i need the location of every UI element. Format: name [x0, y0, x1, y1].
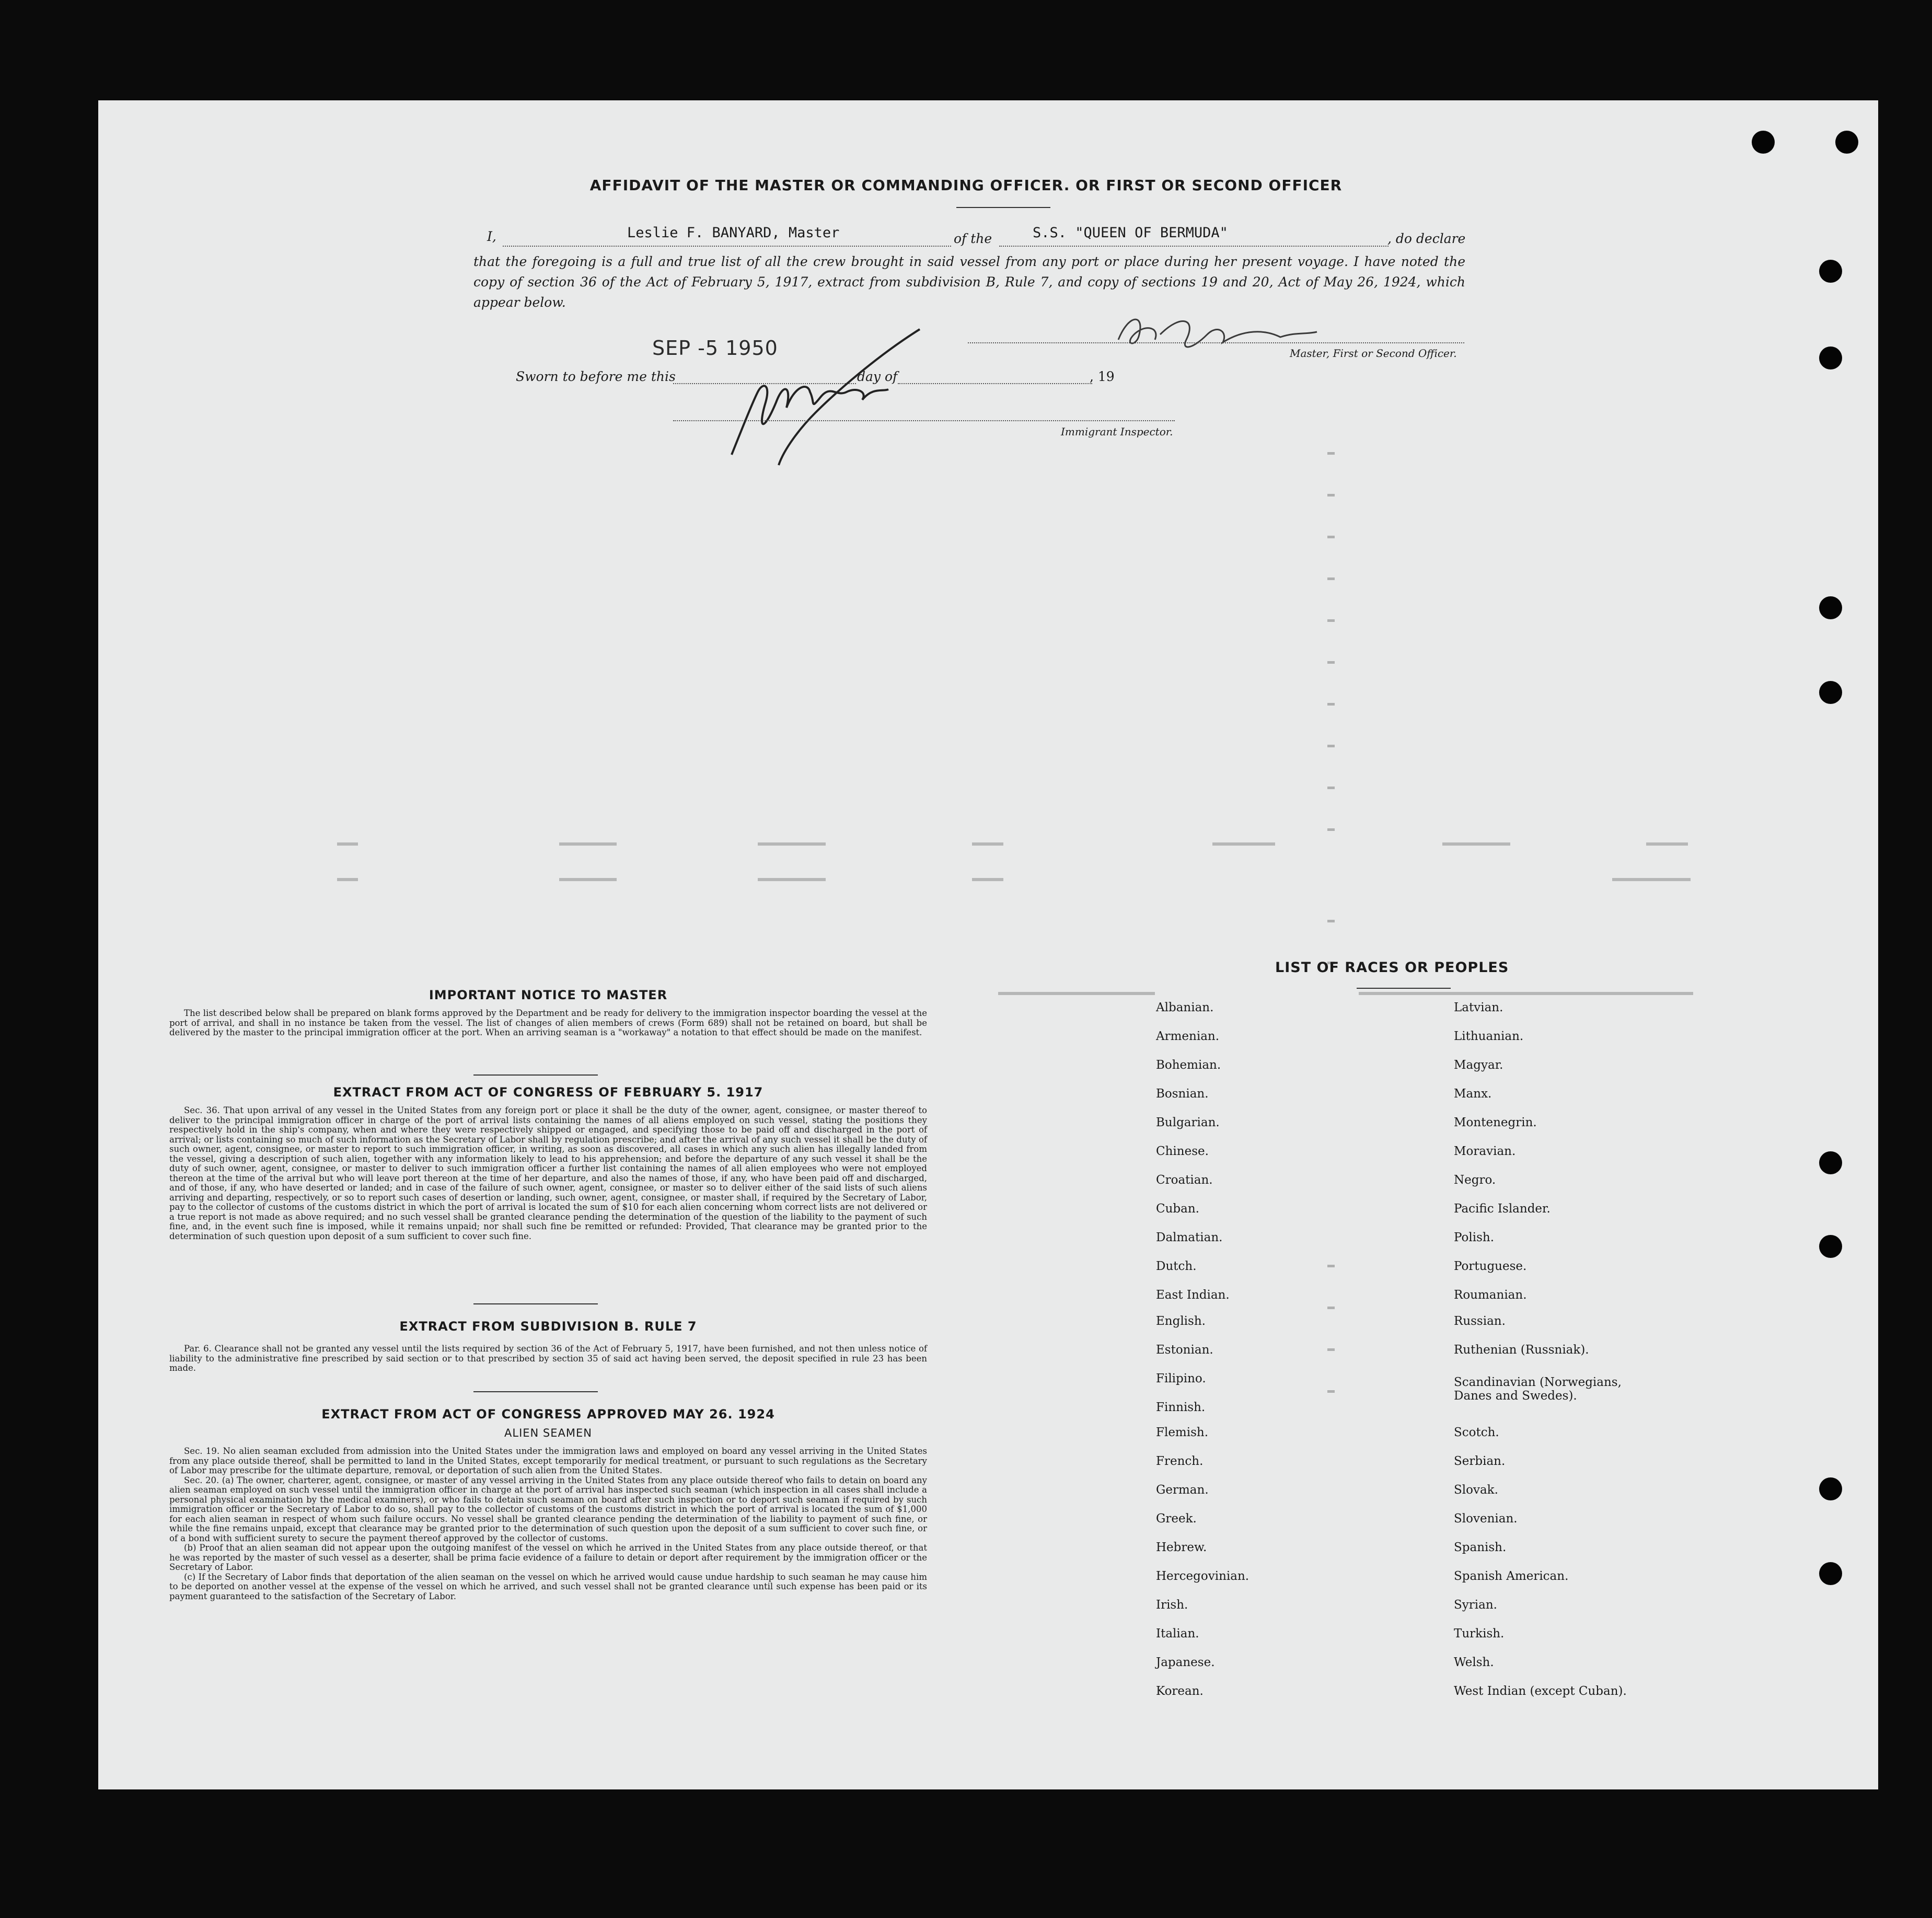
race-item: Flemish.: [1156, 1426, 1209, 1439]
day-of-label: day of: [857, 369, 898, 384]
race-item: Lithuanian.: [1454, 1030, 1524, 1043]
do-declare-label: , do declare: [1387, 231, 1466, 246]
punch-hole-icon: [1819, 260, 1842, 283]
extract-rule7-text: Par. 6. Clearance shall not be granted any vessel until the lists required by section 36 of the Act of February 5, 1917, have been furnished, and not then unless notice of liability to the administrative fine prescribed by said section or to that prescribed by section 35 of said act having been served, the deposit specified in rule 23 has been made.: [169, 1344, 927, 1373]
race-item: Negro.: [1454, 1173, 1496, 1187]
race-item: Cuban.: [1156, 1202, 1199, 1216]
of-the-label: of the: [954, 231, 992, 246]
race-item: Hercegovinian.: [1156, 1569, 1250, 1583]
pronoun-label: I,: [487, 229, 496, 244]
race-item: Italian.: [1156, 1627, 1199, 1640]
alien-seamen-subheading: ALIEN SEAMEN: [504, 1427, 592, 1439]
race-item: Ruthenian (Russniak).: [1454, 1343, 1589, 1357]
sworn-label: Sworn to before me this: [516, 369, 676, 384]
year-prefix: , 19: [1090, 369, 1115, 384]
race-item: Russian.: [1454, 1314, 1506, 1328]
race-item: Armenian.: [1156, 1030, 1220, 1043]
race-item: English.: [1156, 1314, 1206, 1328]
race-item: Scotch.: [1454, 1426, 1499, 1439]
declaration-line-3: copy of section 36 of the Act of February 5, 1917, extract from subdivision B, Rule 7, and copy of sections 19 and 20, Act of May 26, 1924, which: [473, 274, 1465, 290]
race-item: Spanish American.: [1454, 1569, 1569, 1583]
heading-divider: [956, 207, 1050, 208]
race-item: Moravian.: [1454, 1145, 1516, 1158]
race-item: Manx.: [1454, 1087, 1492, 1101]
declaration-line-4: appear below.: [473, 295, 566, 310]
vessel-name-field: S.S. "QUEEN OF BERMUDA": [1033, 225, 1228, 241]
race-item: Greek.: [1156, 1512, 1197, 1526]
race-item: Serbian.: [1454, 1454, 1506, 1468]
race-item: Slovenian.: [1454, 1512, 1518, 1526]
race-item: Japanese.: [1156, 1656, 1215, 1669]
race-item: Turkish.: [1454, 1627, 1505, 1640]
race-item: Bosnian.: [1156, 1087, 1209, 1101]
race-item: West Indian (except Cuban).: [1454, 1684, 1627, 1698]
section-divider: [473, 1303, 598, 1304]
extract-1924-heading: EXTRACT FROM ACT OF CONGRESS APPROVED MAY 26. 1924: [321, 1407, 775, 1422]
race-item: Croatian.: [1156, 1173, 1213, 1187]
master-caption: Master, First or Second Officer.: [1290, 347, 1457, 360]
race-item: Spanish.: [1454, 1541, 1507, 1554]
inspector-signature: [679, 324, 941, 476]
race-item: East Indian.: [1156, 1288, 1230, 1302]
race-item: Magyar.: [1454, 1058, 1503, 1072]
extract-1917-heading: EXTRACT FROM ACT OF CONGRESS OF FEBRUARY 5. 1917: [333, 1085, 763, 1100]
race-item: Dalmatian.: [1156, 1231, 1223, 1244]
notice-heading: IMPORTANT NOTICE TO MASTER: [429, 988, 668, 1002]
extract-rule7-heading: EXTRACT FROM SUBDIVISION B. RULE 7: [399, 1319, 697, 1334]
races-heading: LIST OF RACES OR PEOPLES: [1275, 960, 1509, 976]
punch-hole-icon: [1835, 131, 1858, 154]
race-item: Pacific Islander.: [1454, 1202, 1551, 1216]
race-item: Slovak.: [1454, 1483, 1498, 1497]
race-item: Bohemian.: [1156, 1058, 1221, 1072]
extract-1924-text: Sec. 19. No alien seaman excluded from admission into the United States under the immigration laws and employed on board any vessel arriving in the United States from any place outside thereof, shall be permitted to land in the United States, except temporarily for medical treatment, or pursuant to such regulations as the Secretary of Labor may prescribe for the ultimate departure, removal, or deportation of such alien from the United States. Sec. 20. (a) The owner, charterer, agent, consignee, or master of any vessel arriving in the United States from any place outside thereof who fails to detain on board any alien seaman employed on such vessel until the immigration officer in charge at the port of arrival has inspected such seaman (which inspection in all cases shall include a personal physical examination by the medical examiners), or who fails to detain such seaman on board after such inspection or to deport such seaman if required by such immigration officer or the Secretary of Labor to do so, shall pay to the collector of customs of the customs district in which the port of arrival is located the sum of $1,000 for each alien seaman in respect of whom such failure occurs. No vessel shall be granted clearance pending the determination of the liability to payment of such fine, or while the fine remains unpaid, except that clearance may be granted prior to the determination of such question upon the deposit of a sum sufficient to cover such fine, or of a bond with sufficient surety to secure the payment thereof approved by the collector of customs. (b) Proof that an alien seaman did not appear upon the outgoing manifest of the vessel on which he arrived in the United States from any place outside thereof, or that he was reported by the master of such vessel as a deserter, shall be prima facie evidence of a failure to detain or deport after requirement by the immigration officer or the Secretary of Labor. (c) If the Secretary of Labor finds that deportation of the alien seaman on the vessel on which he arrived would cause undue hardship to such seaman he may cause him to be deported on another vessel at the expense of the vessel on which he arrived, and such vessel shall not be granted clearance until such expense has been paid or its payment guaranteed to the satisfaction of the Secretary of Labor.: [169, 1446, 927, 1601]
race-item: Hebrew.: [1156, 1541, 1207, 1554]
race-item: Dutch.: [1156, 1260, 1197, 1273]
race-item: Korean.: [1156, 1684, 1204, 1698]
race-item: Polish.: [1454, 1231, 1495, 1244]
master-name-line: [503, 246, 951, 247]
section-divider: [473, 1074, 598, 1076]
race-item: Roumanian.: [1454, 1288, 1527, 1302]
race-item: Welsh.: [1454, 1656, 1494, 1669]
race-item: Bulgarian.: [1156, 1116, 1220, 1129]
race-item: Filipino.: [1156, 1372, 1206, 1385]
inspector-caption: Immigrant Inspector.: [1061, 425, 1173, 438]
punch-hole-icon: [1819, 1151, 1842, 1174]
punch-hole-icon: [1819, 346, 1842, 369]
punch-hole-icon: [1752, 131, 1775, 154]
race-item: Scandinavian (Norwegians, Danes and Swedes).: [1454, 1376, 1622, 1403]
race-item: Portuguese.: [1454, 1260, 1527, 1273]
race-item: Irish.: [1156, 1598, 1188, 1612]
punch-hole-icon: [1819, 1562, 1842, 1585]
race-item: French.: [1156, 1454, 1204, 1468]
affidavit-heading: AFFIDAVIT OF THE MASTER OR COMMANDING OFFICER. OR FIRST OR SECOND OFFICER: [589, 177, 1343, 194]
race-item: Chinese.: [1156, 1145, 1209, 1158]
declaration-line-2: that the foregoing is a full and true list of all the crew brought in said vessel from any port or place during her present voyage. I have noted the: [473, 254, 1465, 269]
race-item: Finnish.: [1156, 1401, 1206, 1414]
races-divider: [1357, 988, 1451, 989]
date-stamp: SEP -5 1950: [652, 337, 778, 360]
punch-hole-icon: [1819, 1477, 1842, 1500]
race-item: Latvian.: [1454, 1001, 1503, 1014]
race-item: Estonian.: [1156, 1343, 1213, 1357]
punch-hole-icon: [1819, 1235, 1842, 1258]
race-item: Albanian.: [1156, 1001, 1214, 1014]
master-name-field: Leslie F. BANYARD, Master: [627, 225, 840, 241]
inspector-signature-line: [673, 420, 1175, 421]
extract-1917-text: Sec. 36. That upon arrival of any vessel in the United States from any foreign port or place it shall be the duty of the owner, agent, consignee, or master thereof to deliver to the principal immigration officer in charge of the port of arrival lists containing the names of all aliens employed on such vessel, stating the positions they respectively hold in the ship's company, when and where they were respectively shipped or engaged, and specifying those to be paid off and discharged in the port of arrival; or lists containing so much of such information as the Secretary of Labor shall by regulation prescribe; and after the arrival of any such vessel it shall be the duty of such owner, agent, consignee, or master to report to such immigration officer, in writing, as soon as discovered, all cases in which any such alien has illegally landed from the vessel, giving a description of such alien, together with any information likely to lead to his apprehension; and before the departure of any such vessel it shall be the duty of such owner, agent, consignee, or master to deliver to such immigration officer a further list containing the names of all alien employees who were not employed thereon at the time of the arrival but who will leave port thereon at the time of her departure, and also the names of those, if any, who have been paid off and discharged, and of those, if any, who have deserted or landed; and in case of the failure of such owner, agent, consignee, or master so to deliver either of the said lists of such aliens arriving and departing, respectively, or so to report such cases of desertion or landing, such owner, agent, consignee, or master shall, if required by the Secretary of Labor, pay to the collector of customs of the customs district in which the port of arrival is located the sum of $10 for each alien concerning whom correct lists are not delivered or a true report is not made as above required; and no such vessel shall be granted clearance pending the determination of the question of the liability to the payment of such fine, and, in the event such fine is imposed, while it remains unpaid; nor shall such fine be remitted or refunded: Provided, That clearance may be granted prior to the determination of such question upon deposit of a sum sufficient to cover such fine.: [169, 1105, 927, 1241]
race-item: Syrian.: [1454, 1598, 1497, 1612]
race-item: German.: [1156, 1483, 1209, 1497]
vessel-name-line: [999, 246, 1389, 247]
master-signature-line: [968, 342, 1464, 343]
section-divider: [473, 1391, 598, 1392]
notice-text: The list described below shall be prepared on blank forms approved by the Department and be ready for delivery to the immigration inspector boarding the vessel at the port of arrival, and shall in no instance be taken from the vessel. The list of changes of alien members of crews (Form 689) shall not be retained on board, but shall be delivered by the master to the principal immigration officer at the port. When an arriving seaman is a "workaway" a notation to that effect should be made on the manifest.: [169, 1008, 927, 1037]
punch-hole-icon: [1819, 596, 1842, 619]
race-item: Montenegrin.: [1454, 1116, 1537, 1129]
punch-hole-icon: [1819, 681, 1842, 704]
